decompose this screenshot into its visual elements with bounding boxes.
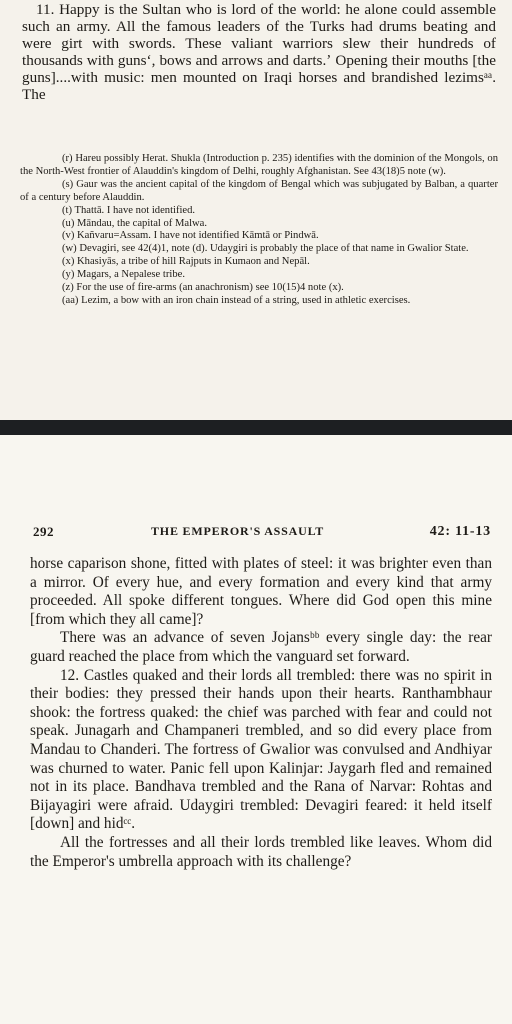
paragraph-fortresses: All the fortresses and all their lords trembled like leaves. Whom did the Emperor's umbrella approach with its challenge? [30,833,492,870]
body-text [30,555,492,871]
footnote-aa: (aa) Lezim, a bow with an iron chain instead of a string, used in athletic exercises. [62,294,411,306]
running-head [33,524,491,544]
footnote-y: (y) Magars, a Nepalese tribe. [62,269,185,281]
footnotes [20,153,498,308]
page-number: 292 [33,524,54,539]
footnote-t: (t) Thattā. I have not identified. [62,204,196,216]
running-title: THE EMPEROR'S ASSAULT [151,524,325,538]
paragraph-advance: There was an advance of seven Jojansᵇᵇ every single day: the rear guard reached the place from which the vanguard set forward. [30,629,492,665]
footnote-w: (w) Devagiri, see 42(4)1, note (d). Udaygiri is probably the place of that name in Gwalior State. [62,243,469,255]
paragraph-12: 12. Castles quaked and their lords all trembled: there was no spirit in their bodies: they pressed their hands upon their hearts. Ranthambhaur shook: the fortress quaked: the chief was parched with fear and could not speak. Junagarh and Champaneri trembled, and so did every place from Mandau to Chanderi. The fortress of Gwalior was convulsed and Andhiyar was churned to water. Panic fell upon Kalinjar: Jaygarh fled and remained not in its place. Bandhava trembled and the Rana of Narvar: Rohtas and Bijayagiri were afraid. Udaygiri trembled: Devagiri feared: it held itself [down] and hidᶜᶜ. [30,666,492,833]
lower-page [0,435,512,1024]
paragraph-11: 11. Happy is the Sultan who is lord of the world: he alone could assemble such an army. All the famous leaders of the Turks had drums beating and were girt with swords. These valiant warriors slew their hundreds of thousands with gunsʻ, bows and arrows and darts.ʼ Opening their mouths [the guns]....with music: men mounted on Iraqi horses and brandished lezimsᵃᵃ. The [22,1,496,103]
top-paragraph [22,2,496,103]
upper-page [0,0,512,420]
section-reference: 42: 11-13 [429,524,491,539]
page-divider [0,420,512,435]
footnote-s: (s) Gaur was the ancient capital of the kingdom of Bengal which was subjugated by Balban, a quarter of a century before Alauddin. [20,178,498,203]
footnote-u: (u) Māndau, the capital of Malwa. [62,217,208,229]
footnote-x: (x) Khasiyās, a tribe of hill Rajputs in Kumaon and Nepāl. [62,256,310,268]
paragraph-continued: horse caparison shone, fitted with plates of steel: it was brighter even than a mirror. Of every hue, and every formation and every kind that army proceeded. All spoke different tongues. Where did God open this mine [from which they all came]? [30,555,492,628]
footnote-v: (v) Kañvaru=Assam. I have not identified Kāmtā or Pindwā. [62,230,319,242]
footnote-r: (r) Hareu possibly Herat. Shukla (Introduction p. 235) identifies with the dominion of the Mongols, on the North-West frontier of Alauddin's kingdom of Delhi, roughly Afghanistan. See 43(18)5 note (w). [20,153,498,177]
footnote-z: (z) For the use of fire-arms (an anachronism) see 10(15)4 note (x). [62,282,344,294]
